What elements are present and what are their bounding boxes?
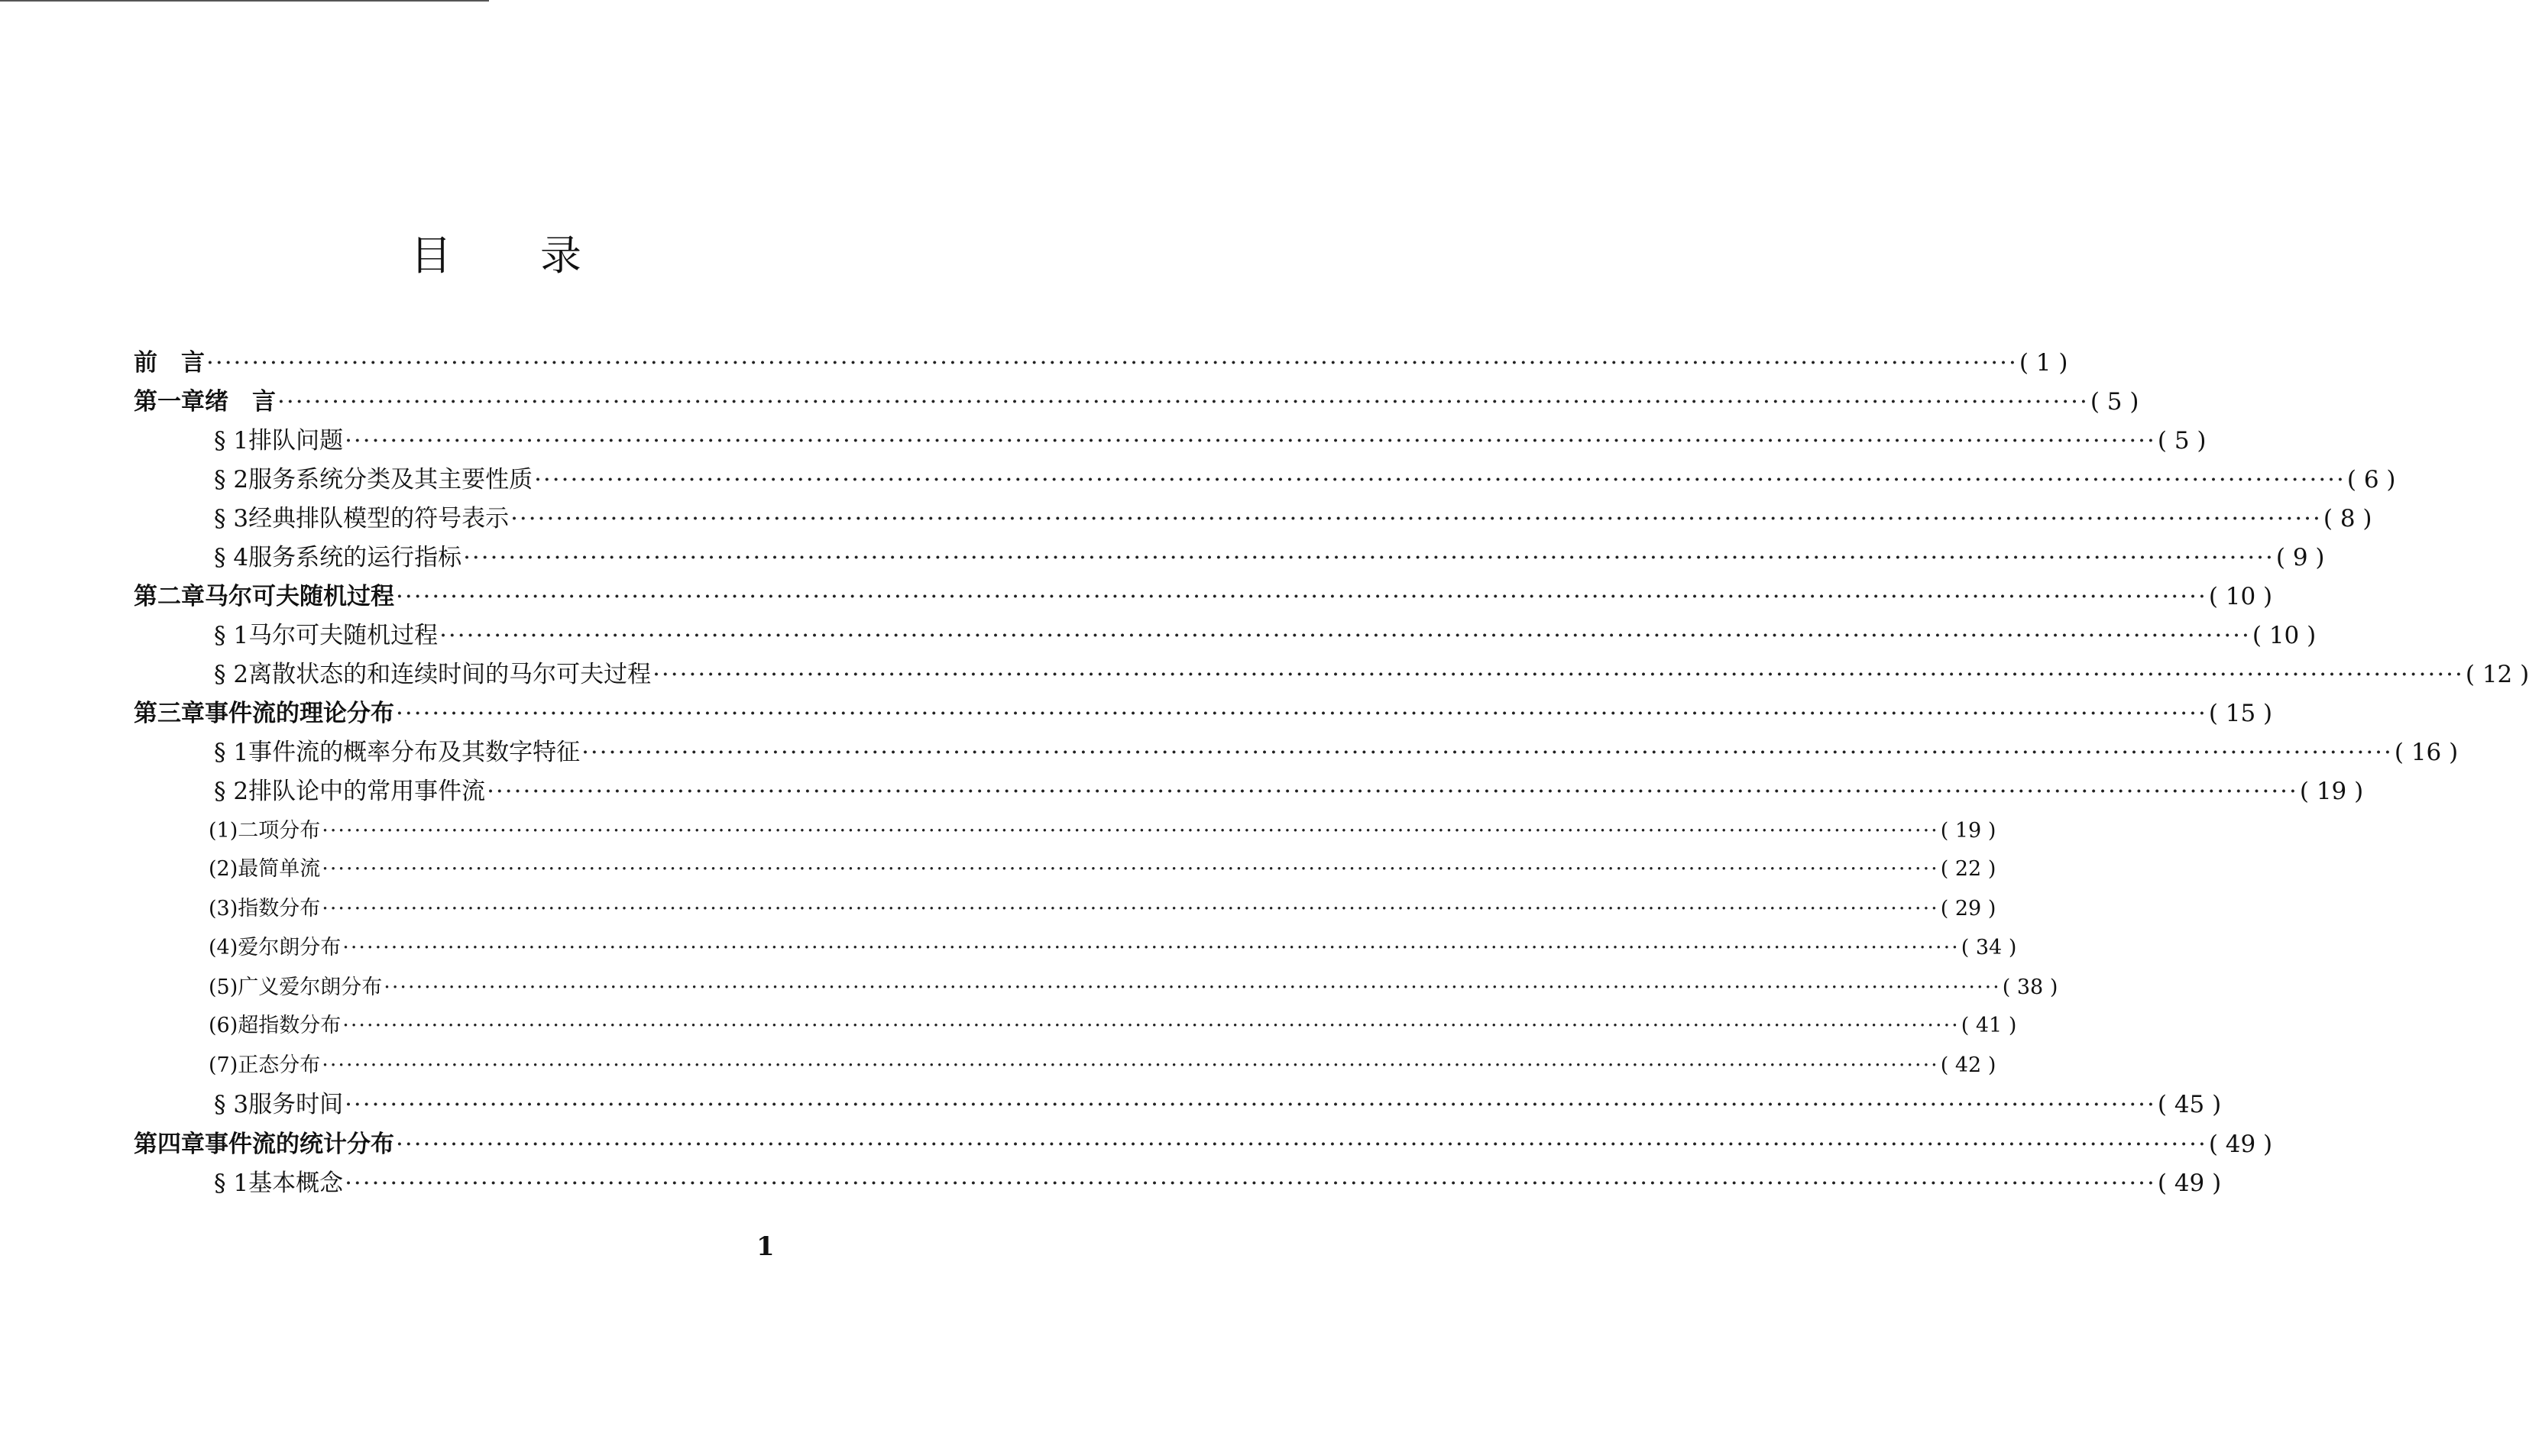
toc-entry-title: 事件流的统计分布 xyxy=(205,1131,394,1158)
toc-entry-title: 二项分布 xyxy=(238,819,321,843)
toc-leader-dots: ········································································································································································································ xyxy=(342,936,1960,959)
toc-entry-page: ( 8 ) xyxy=(2323,505,2372,532)
toc-entry xyxy=(214,616,2317,655)
toc-entry xyxy=(214,655,2529,694)
toc-entry-number: § 4 xyxy=(214,544,249,571)
toc-entry xyxy=(214,733,2459,772)
toc-leader-dots: ········································································································································································································ xyxy=(322,857,1939,881)
toc-entry-title: 服务系统的运行指标 xyxy=(248,544,462,571)
toc-entry-number: § 1 xyxy=(214,622,249,649)
toc-leader-dots: ········································································································································································································ xyxy=(487,778,2298,805)
toc-entry-page: ( 5 ) xyxy=(2157,427,2207,455)
toc-entry-page: ( 15 ) xyxy=(2208,700,2273,727)
toc-entry xyxy=(214,1164,2222,1202)
toc-entry-page: ( 41 ) xyxy=(1961,1014,2017,1037)
toc-entry-number: 第二章 xyxy=(134,583,205,610)
toc-entry-title: 绪 言 xyxy=(205,388,276,416)
toc-leader-dots: ········································································································································································································ xyxy=(206,349,2018,377)
toc-entry-page: ( 10 ) xyxy=(2208,583,2273,610)
toc-leader-dots: ········································································································································································································ xyxy=(277,388,2089,416)
toc-leader-dots: ········································································································································································································ xyxy=(345,1170,2156,1197)
toc-entry-page: ( 22 ) xyxy=(1940,857,1996,881)
toc-leader-dots: ········································································································································································································ xyxy=(384,976,2001,999)
toc-entry-page: ( 5 ) xyxy=(2090,388,2139,416)
toc-entry-title: 最简单流 xyxy=(238,857,321,881)
toc-entry xyxy=(214,422,2207,460)
toc-entry xyxy=(209,812,1996,850)
toc-entry xyxy=(214,461,2396,499)
toc-leader-dots: ········································································································································································································ xyxy=(345,1091,2156,1118)
toc-entry xyxy=(209,850,1996,888)
toc-entry-page: ( 19 ) xyxy=(2299,778,2364,805)
toc-entry xyxy=(209,890,1996,928)
toc-entry xyxy=(214,772,2364,811)
toc-entry-number: (5) xyxy=(209,976,238,999)
toc-entry-title: 离散状态的和连续时间的马尔可夫过程 xyxy=(248,661,652,688)
toc-entry-page: ( 34 ) xyxy=(1961,936,2017,959)
toc-leader-dots: ········································································································································································································ xyxy=(534,466,2346,493)
toc-entry-number: (1) xyxy=(209,819,238,843)
toc-entry-page: ( 49 ) xyxy=(2157,1170,2222,1197)
toc-entry-number: § 3 xyxy=(214,1091,249,1118)
toc-leader-dots: ········································································································································································································ xyxy=(581,739,2393,766)
toc-leader-dots: ········································································································································································································ xyxy=(510,505,2322,532)
toc-entry-title: 事件流的理论分布 xyxy=(205,700,394,727)
toc-leader-dots: ········································································································································································································ xyxy=(439,622,2251,649)
toc-entry-title: 超指数分布 xyxy=(238,1014,342,1037)
page-number: 1 xyxy=(756,1231,775,1262)
toc-entry-number: 第三章 xyxy=(134,700,205,727)
toc-entry-number: § 1 xyxy=(214,1170,249,1197)
toc-entry-title: 排队问题 xyxy=(248,427,344,455)
toc-entry-title: 排队论中的常用事件流 xyxy=(248,778,486,805)
toc-entry xyxy=(134,694,2273,733)
toc-entry-number: § 2 xyxy=(214,466,249,493)
title-char-1: 目 xyxy=(410,231,452,280)
toc-entry-number: (3) xyxy=(209,897,238,921)
toc-entry-page: ( 49 ) xyxy=(2208,1131,2273,1158)
toc-entry-number: (7) xyxy=(209,1053,238,1077)
toc-entry-page: ( 9 ) xyxy=(2275,544,2325,571)
toc-entry-page: ( 1 ) xyxy=(2019,349,2068,377)
toc-entry-number: 第一章 xyxy=(134,388,205,416)
toc-entry-page: ( 38 ) xyxy=(2002,976,2058,999)
toc-leader-dots: ········································································································································································································ xyxy=(396,700,2207,727)
toc-entry-title: 马尔可夫随机过程 xyxy=(205,583,394,610)
toc-leader-dots: ········································································································································································································ xyxy=(322,897,1939,921)
toc-leader-dots: ········································································································································································································ xyxy=(322,819,1939,843)
toc-entry-page: ( 45 ) xyxy=(2157,1091,2222,1118)
toc-leader-dots: ········································································································································································································ xyxy=(345,427,2156,455)
toc-entry-number: (2) xyxy=(209,857,238,881)
top-rule xyxy=(0,0,489,2)
toc-entry-title: 基本概念 xyxy=(248,1170,344,1197)
toc-entry xyxy=(214,500,2372,538)
toc-leader-dots: ········································································································································································································ xyxy=(652,661,2464,688)
toc-entry-page: ( 6 ) xyxy=(2346,466,2396,493)
toc-entry xyxy=(214,1086,2222,1124)
toc-entry xyxy=(209,929,2017,967)
toc-entry-number: (4) xyxy=(209,936,238,959)
toc-leader-dots: ········································································································································································································ xyxy=(396,583,2207,610)
toc-entry-title: 正态分布 xyxy=(238,1053,321,1077)
toc-entry-page: ( 16 ) xyxy=(2394,739,2459,766)
toc-entry-title: 指数分布 xyxy=(238,897,321,921)
toc-entry-number: § 2 xyxy=(214,778,249,805)
toc-entry-page: ( 12 ) xyxy=(2465,661,2529,688)
toc-entry xyxy=(214,539,2325,577)
toc-entry xyxy=(134,578,2273,616)
toc-entry xyxy=(209,1047,1996,1085)
toc-entry xyxy=(134,344,2068,382)
page-title xyxy=(0,223,992,282)
toc-entry-title: 事件流的概率分布及其数字特征 xyxy=(248,739,581,766)
toc-entry-page: ( 42 ) xyxy=(1940,1053,1996,1077)
toc-leader-dots: ········································································································································································································ xyxy=(396,1131,2207,1158)
toc-entry-page: ( 19 ) xyxy=(1940,819,1996,843)
toc-entry-title: 服务系统分类及其主要性质 xyxy=(248,466,533,493)
toc-leader-dots: ········································································································································································································ xyxy=(342,1014,1960,1037)
toc-entry-title: 爱尔朗分布 xyxy=(238,936,342,959)
toc-entry xyxy=(209,1007,2017,1045)
toc-leader-dots: ········································································································································································································ xyxy=(463,544,2275,571)
toc-entry-number: (6) xyxy=(209,1014,238,1037)
toc-entry-title: 经典排队模型的符号表示 xyxy=(248,505,510,532)
toc-entry xyxy=(134,383,2139,421)
toc-entry xyxy=(209,969,2058,1007)
toc-entry-number: § 2 xyxy=(214,661,249,688)
toc-entry-title: 服务时间 xyxy=(248,1091,344,1118)
toc-entry-page: ( 29 ) xyxy=(1940,897,1996,921)
toc-entry-title: 马尔可夫随机过程 xyxy=(248,622,439,649)
title-char-2: 录 xyxy=(540,231,581,280)
toc-entry xyxy=(134,1125,2273,1163)
toc-entry-number: § 1 xyxy=(214,427,249,455)
toc-entry-title: 广义爱尔朗分布 xyxy=(238,976,383,999)
toc-entry-page: ( 10 ) xyxy=(2252,622,2317,649)
toc-entry-number: § 1 xyxy=(214,739,249,766)
toc-entry-title: 前 言 xyxy=(134,349,205,377)
toc-leader-dots: ········································································································································································································ xyxy=(322,1053,1939,1077)
toc-entry-number: § 3 xyxy=(214,505,249,532)
toc-entry-number: 第四章 xyxy=(134,1131,205,1158)
